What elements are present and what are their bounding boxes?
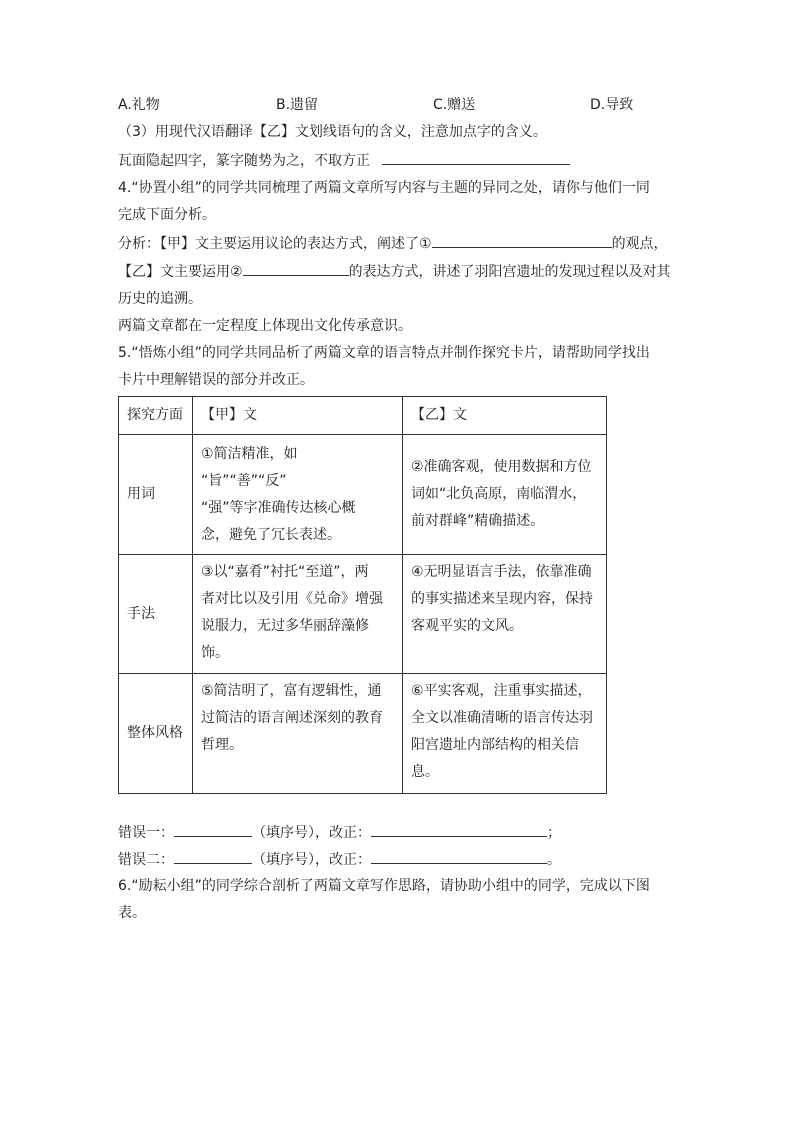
inquiry-card-table — [118, 396, 607, 794]
error-one-label: 错误一： — [118, 825, 174, 841]
error-two-label: 错误二： — [118, 852, 174, 868]
cell-line: 过简洁的语言阐述深刻的教育 — [201, 710, 383, 726]
table-row — [119, 435, 607, 555]
row-aspect: 手法 — [119, 555, 193, 674]
cell-line: 阳宫遗址内部结构的相关信 — [411, 737, 579, 753]
row-yi-cell — [403, 435, 607, 555]
row-aspect: 用词 — [119, 435, 193, 555]
row-yi-cell — [403, 555, 607, 674]
q4-blank-1[interactable] — [432, 233, 612, 248]
row-jia-cell — [193, 674, 403, 794]
cell-line: ①简洁精准，如 — [201, 445, 298, 462]
cell-line: ④无明显语言手法，依靠准确 — [411, 564, 592, 580]
q4-line6: 两篇文章都在一定程度上体现出文化传承意识。 — [118, 318, 412, 334]
cell-line: 者对比以及引用《兑命》增强 — [201, 591, 383, 607]
cell-line: 息。 — [411, 764, 439, 780]
q4-analysis-post: 的观点， — [611, 236, 668, 252]
cell-line: “强”等字准确传达核心概 — [201, 499, 356, 516]
q5-line1: 5.“悟炼小组”的同学共同品析了两篇文章的语言特点并制作探究卡片，请帮助同学找出 — [118, 345, 650, 361]
error-one-fill-label: （填序号），改正： — [252, 825, 371, 841]
error-one-end: ； — [547, 825, 561, 841]
q4-line1: 4.“协置小组”的同学共同梳理了两篇文章所写内容与主题的异同之处，请你与他们一同 — [118, 180, 650, 196]
q6-line2: 表。 — [118, 905, 146, 921]
option-c: C.赠送 — [433, 97, 476, 113]
q4-yi-post: 的表达方式，讲述了羽阳宫遗址的发现过程以及对其 — [348, 264, 671, 280]
cell-line: ②准确客观，使用数据和方位 — [411, 459, 592, 475]
option-d: D.导致 — [590, 97, 634, 113]
cell-line: 全文以准确清晰的语言传达羽 — [411, 710, 593, 726]
cell-line: 哲理。 — [201, 737, 243, 753]
table-header-row — [119, 397, 607, 435]
error-one-correction-blank[interactable] — [371, 822, 547, 837]
error-two-number-blank[interactable] — [174, 849, 252, 864]
q4-line5: 历史的追溯。 — [118, 291, 202, 307]
table-row — [119, 674, 607, 794]
q4-analysis-line — [118, 233, 668, 254]
error-one-number-blank[interactable] — [174, 822, 252, 837]
q3-prompt: （3）用现代汉语翻译【乙】文划线语句的含义，注意加点字的含义。 — [118, 124, 547, 140]
row-yi-cell — [403, 674, 607, 794]
row-jia-cell — [193, 435, 403, 555]
cell-line: 饰。 — [201, 645, 229, 661]
cell-line: 客观平实的文风。 — [411, 618, 523, 634]
cell-line: “旨”“善”“反” — [201, 472, 287, 489]
header-jia: 【甲】文 — [193, 397, 403, 435]
cell-line: 前对群峰”精确描述。 — [411, 513, 545, 529]
q3-answer-blank[interactable] — [382, 150, 570, 165]
q3-sentence-line — [118, 150, 570, 171]
q4-line2: 完成下面分析。 — [118, 207, 216, 223]
cell-line: ③以“嘉肴”衬托“至道”，两 — [201, 564, 369, 580]
cell-line: 念，避免了冗长表述。 — [201, 526, 341, 543]
header-yi: 【乙】文 — [403, 397, 607, 435]
q4-yi-line — [118, 261, 671, 282]
cell-line: 的事实描述来呈现内容，保持 — [411, 591, 593, 607]
error-two-correction-blank[interactable] — [371, 849, 547, 864]
q6-line1: 6.“励耘小组”的同学综合剖析了两篇文章写作思路，请协助小组中的同学，完成以下图 — [118, 878, 650, 894]
row-aspect: 整体风格 — [119, 674, 193, 794]
q4-blank-2[interactable] — [243, 261, 349, 276]
row-jia-cell — [193, 555, 403, 674]
cell-line: ⑤简洁明了，富有逻辑性，通 — [201, 683, 382, 699]
option-b: B.遗留 — [276, 97, 319, 113]
cell-line: ⑥平实客观，注重事实描述， — [411, 683, 592, 699]
error-two-line — [118, 849, 561, 870]
error-two-end: 。 — [547, 852, 561, 868]
table-row — [119, 555, 607, 674]
cell-line: 词如“北负高原，南临渭水， — [411, 486, 587, 502]
error-one-line — [118, 822, 561, 843]
q5-line2: 卡片中理解错误的部分并改正。 — [118, 372, 314, 388]
cell-line: 说服力，无过多华丽辞藻修 — [201, 618, 369, 634]
q4-analysis-pre: 分析：【甲】文主要运用议论的表达方式，阐述了① — [118, 236, 432, 252]
header-aspect: 探究方面 — [119, 397, 193, 435]
q4-yi-pre: 【乙】文主要运用② — [118, 264, 243, 280]
error-two-fill-label: （填序号），改正： — [252, 852, 371, 868]
option-a: A.礼物 — [118, 97, 160, 113]
q3-sentence: 瓦面隐起四字，篆字随势为之，不取方正 — [118, 153, 370, 169]
